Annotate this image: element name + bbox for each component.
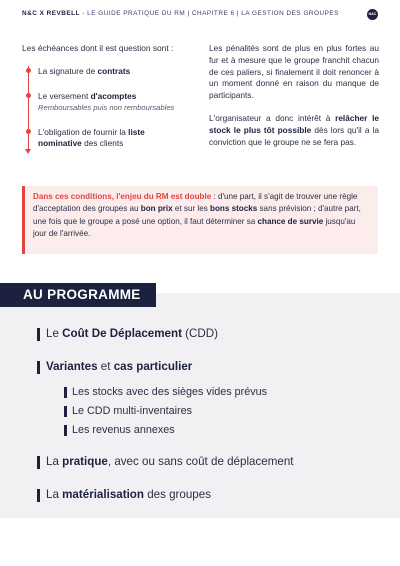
- timeline-dot: [26, 68, 31, 73]
- list-item: L'obligation de fournir la liste nominative des clients: [38, 127, 145, 148]
- programme-subitem: Les stocks avec des sièges vides prévus: [64, 386, 267, 398]
- programme-item: La pratique, avec ou sans coût de déplacement: [37, 455, 294, 468]
- organizer-paragraph: L'organisateur a donc intérêt à relâcher le stock le plus tôt possible dès lors qu'il a la conviction que le groupe ne se fera pas.: [209, 112, 379, 147]
- timeline-dot: [26, 93, 31, 98]
- programme-item: Le Coût De Déplacement (CDD): [37, 327, 218, 340]
- programme-subitem: Les revenus annexes: [64, 424, 175, 436]
- list-item-subtext: Remboursables puis non remboursables: [38, 103, 175, 112]
- right-column: [209, 43, 379, 159]
- brand-logo-icon: N&C: [367, 9, 378, 20]
- programme-item: La matérialisation des groupes: [37, 488, 211, 501]
- timeline-arrow-icon: [25, 149, 31, 154]
- header-trail: - LE GUIDE PRATIQUE DU RM | CHAPITRE 6 | LA GESTION DES GROUPES: [79, 10, 339, 17]
- programme-section: [0, 293, 400, 518]
- programme-title: AU PROGRAMME: [0, 283, 156, 307]
- list-item: La signature de contrats: [38, 66, 131, 76]
- deadlines-timeline: [24, 60, 194, 160]
- header-breadcrumb: [22, 10, 339, 17]
- list-item: Le versement d'acomptes Remboursables puis non remboursables: [38, 91, 175, 112]
- programme-subitem: Le CDD multi-inventaires: [64, 405, 192, 417]
- header-brand: N&C X REVBELL: [22, 10, 80, 17]
- penalties-paragraph: Les pénalités sont de plus en plus fortes au fur et à mesure que le groupe franchit chacun de ces paliers, si finalement il doit renoncer à un moment donné en raison du manque de participants.: [209, 43, 379, 101]
- deadlines-intro: Les échéances dont il est question sont :: [22, 43, 174, 53]
- timeline-dot: [26, 129, 31, 134]
- page-header: [22, 8, 378, 22]
- timeline-line: [28, 66, 29, 152]
- programme-item: Variantes et cas particulier: [37, 360, 192, 373]
- rm-challenge-callout: Dans ces conditions, l'enjeu du RM est double : d'une part, il s'agit de trouver une règle d'acceptation des groupes au bon prix et sur les bons stocks sans prévision ; d'autre part, une fois que le groupe a posé une option, il faut déterminer sa chance de survie jusqu'au jour de l'arrivée.: [22, 186, 378, 254]
